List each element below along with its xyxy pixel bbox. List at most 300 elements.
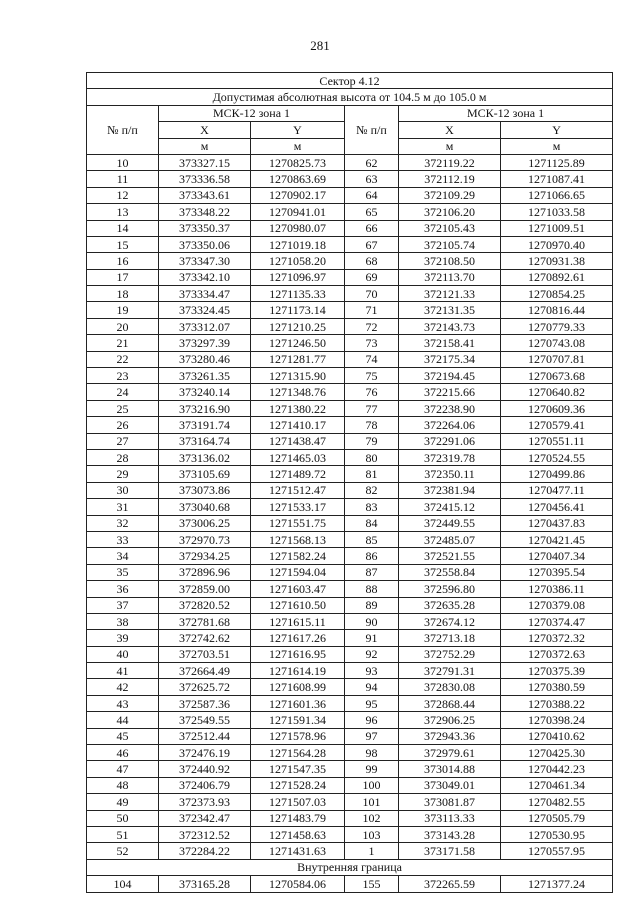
x-coordinate: 373350.06 — [159, 236, 251, 252]
x-coordinate: 372859.00 — [159, 581, 251, 597]
y-coordinate: 1271591.34 — [251, 712, 345, 728]
y-coordinate: 1271564.28 — [251, 745, 345, 761]
point-number: 104 — [87, 876, 159, 892]
x-coordinate: 372674.12 — [399, 613, 501, 629]
point-number: 40 — [87, 646, 159, 662]
y-coordinate: 1271410.17 — [251, 417, 345, 433]
x-coordinate: 372830.08 — [399, 679, 501, 695]
x-coordinate: 372970.73 — [159, 531, 251, 547]
y-coordinate: 1270825.73 — [251, 154, 345, 170]
point-number: 39 — [87, 630, 159, 646]
y-coordinate: 1270941.01 — [251, 204, 345, 220]
x-coordinate: 373081.87 — [399, 794, 501, 810]
unit-y-right: м — [501, 138, 613, 154]
table-row — [87, 466, 613, 482]
table-row — [87, 433, 613, 449]
table-row — [87, 384, 613, 400]
x-coordinate: 373191.74 — [159, 417, 251, 433]
table-row — [87, 204, 613, 220]
unit-x-right: м — [399, 138, 501, 154]
point-number: 30 — [87, 482, 159, 498]
point-number: 64 — [345, 187, 399, 203]
point-number: 80 — [345, 449, 399, 465]
point-number: 46 — [87, 745, 159, 761]
y-coordinate: 1270707.81 — [501, 351, 613, 367]
y-coordinate: 1271615.11 — [251, 613, 345, 629]
y-coordinate: 1270551.11 — [501, 433, 613, 449]
y-coordinate: 1271582.24 — [251, 548, 345, 564]
point-number: 76 — [345, 384, 399, 400]
table-row — [87, 220, 613, 236]
table-row — [87, 171, 613, 187]
point-number: 22 — [87, 351, 159, 367]
table-row — [87, 843, 613, 859]
point-number: 27 — [87, 433, 159, 449]
x-coordinate: 372119.22 — [399, 154, 501, 170]
x-coordinate: 372319.78 — [399, 449, 501, 465]
x-coordinate: 373327.15 — [159, 154, 251, 170]
point-number: 24 — [87, 384, 159, 400]
x-coordinate: 373171.58 — [399, 843, 501, 859]
y-coordinate: 1271173.14 — [251, 302, 345, 318]
y-coordinate: 1270854.25 — [501, 286, 613, 302]
table-row — [87, 400, 613, 416]
y-coordinate: 1270374.47 — [501, 613, 613, 629]
point-number: 93 — [345, 663, 399, 679]
y-coordinate: 1271594.04 — [251, 564, 345, 580]
y-coordinate: 1270640.82 — [501, 384, 613, 400]
x-coordinate: 372558.84 — [399, 564, 501, 580]
point-number: 63 — [345, 171, 399, 187]
point-number: 155 — [345, 876, 399, 892]
y-coordinate: 1270816.44 — [501, 302, 613, 318]
y-coordinate: 1270673.68 — [501, 368, 613, 384]
x-coordinate: 372781.68 — [159, 613, 251, 629]
x-coordinate: 373073.86 — [159, 482, 251, 498]
point-number: 86 — [345, 548, 399, 564]
point-number: 51 — [87, 826, 159, 842]
x-coordinate: 372131.35 — [399, 302, 501, 318]
x-coordinate: 372596.80 — [399, 581, 501, 597]
x-coordinate: 373348.22 — [159, 204, 251, 220]
y-coordinate: 1271512.47 — [251, 482, 345, 498]
x-coordinate: 373164.74 — [159, 433, 251, 449]
y-coordinate: 1270743.08 — [501, 335, 613, 351]
x-coordinate: 373336.58 — [159, 171, 251, 187]
point-number: 29 — [87, 466, 159, 482]
x-coordinate: 372264.06 — [399, 417, 501, 433]
y-coordinate: 1271465.03 — [251, 449, 345, 465]
x-header-right: X — [399, 122, 501, 138]
point-number: 19 — [87, 302, 159, 318]
point-number: 102 — [345, 810, 399, 826]
x-coordinate: 372121.33 — [399, 286, 501, 302]
y-coordinate: 1270372.63 — [501, 646, 613, 662]
y-coordinate: 1270931.38 — [501, 253, 613, 269]
x-coordinate: 372106.20 — [399, 204, 501, 220]
x-coordinate: 372625.72 — [159, 679, 251, 695]
y-coordinate: 1270388.22 — [501, 695, 613, 711]
point-number: 47 — [87, 761, 159, 777]
y-coordinate: 1271489.72 — [251, 466, 345, 482]
point-number: 77 — [345, 400, 399, 416]
x-coordinate: 372440.92 — [159, 761, 251, 777]
point-number: 48 — [87, 777, 159, 793]
point-number: 49 — [87, 794, 159, 810]
x-coordinate: 372752.29 — [399, 646, 501, 662]
x-coordinate: 372635.28 — [399, 597, 501, 613]
table-row — [87, 826, 613, 842]
point-number: 41 — [87, 663, 159, 679]
y-coordinate: 1271533.17 — [251, 499, 345, 515]
x-coordinate: 372664.49 — [159, 663, 251, 679]
point-number: 11 — [87, 171, 159, 187]
x-coordinate: 372108.50 — [399, 253, 501, 269]
y-coordinate: 1270524.55 — [501, 449, 613, 465]
x-coordinate: 373280.46 — [159, 351, 251, 367]
x-coordinate: 373105.69 — [159, 466, 251, 482]
x-coordinate: 372415.12 — [399, 499, 501, 515]
table-row — [87, 794, 613, 810]
point-number: 10 — [87, 154, 159, 170]
table-row — [87, 368, 613, 384]
y-coordinate: 1270398.24 — [501, 712, 613, 728]
point-number: 98 — [345, 745, 399, 761]
y-coordinate: 1271438.47 — [251, 433, 345, 449]
y-coordinate: 1270425.30 — [501, 745, 613, 761]
x-coordinate: 373347.30 — [159, 253, 251, 269]
coordinate-rows — [87, 154, 613, 859]
x-coordinate: 373297.39 — [159, 335, 251, 351]
point-number: 79 — [345, 433, 399, 449]
x-coordinate: 373165.28 — [159, 876, 251, 892]
y-coordinate: 1271058.20 — [251, 253, 345, 269]
table-row — [87, 499, 613, 515]
point-number: 43 — [87, 695, 159, 711]
y-coordinate: 1270372.32 — [501, 630, 613, 646]
point-number: 74 — [345, 351, 399, 367]
y-coordinate: 1270609.36 — [501, 400, 613, 416]
y-coordinate: 1271087.41 — [501, 171, 613, 187]
table-row — [87, 351, 613, 367]
x-coordinate: 373324.45 — [159, 302, 251, 318]
table-row — [87, 810, 613, 826]
table-row — [87, 728, 613, 744]
table-row — [87, 302, 613, 318]
x-coordinate: 372105.74 — [399, 236, 501, 252]
x-coordinate: 372291.06 — [399, 433, 501, 449]
table-row — [87, 286, 613, 302]
x-coordinate: 372521.55 — [399, 548, 501, 564]
y-coordinate: 1271547.35 — [251, 761, 345, 777]
y-coordinate: 1271614.19 — [251, 663, 345, 679]
point-number: 83 — [345, 499, 399, 515]
x-coordinate: 372265.59 — [399, 876, 501, 892]
y-coordinate: 1270482.55 — [501, 794, 613, 810]
x-coordinate: 372312.52 — [159, 826, 251, 842]
table-row — [87, 417, 613, 433]
x-coordinate: 372713.18 — [399, 630, 501, 646]
y-coordinate: 1270980.07 — [251, 220, 345, 236]
y-coordinate: 1271210.25 — [251, 318, 345, 334]
point-number: 65 — [345, 204, 399, 220]
x-coordinate: 372934.25 — [159, 548, 251, 564]
inner-boundary-label: Внутренняя граница — [87, 859, 613, 875]
point-number: 73 — [345, 335, 399, 351]
x-coordinate: 373136.02 — [159, 449, 251, 465]
table-row — [87, 581, 613, 597]
y-coordinate: 1271431.63 — [251, 843, 345, 859]
x-coordinate: 372791.31 — [399, 663, 501, 679]
column-number-header: № п/п — [87, 105, 159, 154]
point-number: 100 — [345, 777, 399, 793]
point-number: 92 — [345, 646, 399, 662]
y-coordinate: 1270902.17 — [251, 187, 345, 203]
y-coordinate: 1270584.06 — [251, 876, 345, 892]
x-coordinate: 372868.44 — [399, 695, 501, 711]
y-coordinate: 1270375.39 — [501, 663, 613, 679]
x-coordinate: 373113.33 — [399, 810, 501, 826]
y-coordinate: 1270499.86 — [501, 466, 613, 482]
table-row — [87, 531, 613, 547]
y-coordinate: 1271578.96 — [251, 728, 345, 744]
x-coordinate: 373216.90 — [159, 400, 251, 416]
point-number: 38 — [87, 613, 159, 629]
y-coordinate: 1270380.59 — [501, 679, 613, 695]
column-number-header-right: № п/п — [345, 105, 399, 154]
y-coordinate: 1271315.90 — [251, 368, 345, 384]
point-number: 62 — [345, 154, 399, 170]
y-header-left: Y — [251, 122, 345, 138]
table-row — [87, 236, 613, 252]
y-coordinate: 1271246.50 — [251, 335, 345, 351]
x-coordinate: 372906.25 — [399, 712, 501, 728]
x-coordinate: 372406.79 — [159, 777, 251, 793]
x-coordinate: 372373.93 — [159, 794, 251, 810]
point-number: 66 — [345, 220, 399, 236]
x-coordinate: 372113.70 — [399, 269, 501, 285]
x-coordinate: 372703.51 — [159, 646, 251, 662]
y-coordinate: 1271033.58 — [501, 204, 613, 220]
y-coordinate: 1271348.76 — [251, 384, 345, 400]
point-number: 12 — [87, 187, 159, 203]
point-number: 15 — [87, 236, 159, 252]
point-number: 50 — [87, 810, 159, 826]
point-number: 85 — [345, 531, 399, 547]
x-coordinate: 373014.88 — [399, 761, 501, 777]
x-coordinate: 372143.73 — [399, 318, 501, 334]
x-coordinate: 373040.68 — [159, 499, 251, 515]
inner-boundary-rows — [87, 876, 613, 892]
point-number: 44 — [87, 712, 159, 728]
x-coordinate: 372449.55 — [399, 515, 501, 531]
y-coordinate: 1271380.22 — [251, 400, 345, 416]
point-number: 26 — [87, 417, 159, 433]
y-coordinate: 1270386.11 — [501, 581, 613, 597]
point-number: 90 — [345, 613, 399, 629]
y-coordinate: 1270579.41 — [501, 417, 613, 433]
x-coordinate: 372896.96 — [159, 564, 251, 580]
table-row — [87, 548, 613, 564]
y-coordinate: 1271617.26 — [251, 630, 345, 646]
x-coordinate: 373240.14 — [159, 384, 251, 400]
x-coordinate: 373261.35 — [159, 368, 251, 384]
point-number: 78 — [345, 417, 399, 433]
point-number: 101 — [345, 794, 399, 810]
point-number: 82 — [345, 482, 399, 498]
y-coordinate: 1270410.62 — [501, 728, 613, 744]
x-coordinate: 372342.47 — [159, 810, 251, 826]
table-row — [87, 679, 613, 695]
y-coordinate: 1270379.08 — [501, 597, 613, 613]
y-coordinate: 1270863.69 — [251, 171, 345, 187]
x-coordinate: 373143.28 — [399, 826, 501, 842]
x-coordinate: 373350.37 — [159, 220, 251, 236]
table-row — [87, 630, 613, 646]
point-number: 75 — [345, 368, 399, 384]
point-number: 17 — [87, 269, 159, 285]
y-coordinate: 1270461.34 — [501, 777, 613, 793]
y-coordinate: 1270442.23 — [501, 761, 613, 777]
y-coordinate: 1271528.24 — [251, 777, 345, 793]
point-number: 96 — [345, 712, 399, 728]
table-row — [87, 335, 613, 351]
x-coordinate: 373342.10 — [159, 269, 251, 285]
point-number: 33 — [87, 531, 159, 547]
x-coordinate: 372194.45 — [399, 368, 501, 384]
unit-y-left: м — [251, 138, 345, 154]
y-coordinate: 1270779.33 — [501, 318, 613, 334]
point-number: 70 — [345, 286, 399, 302]
y-coordinate: 1270395.54 — [501, 564, 613, 580]
x-coordinate: 372381.94 — [399, 482, 501, 498]
point-number: 97 — [345, 728, 399, 744]
point-number: 72 — [345, 318, 399, 334]
y-coordinate: 1271551.75 — [251, 515, 345, 531]
point-number: 71 — [345, 302, 399, 318]
table-row — [87, 613, 613, 629]
x-coordinate: 372485.07 — [399, 531, 501, 547]
y-coordinate: 1271601.36 — [251, 695, 345, 711]
point-number: 69 — [345, 269, 399, 285]
table-row — [87, 564, 613, 580]
y-coordinate: 1270421.45 — [501, 531, 613, 547]
point-number: 14 — [87, 220, 159, 236]
point-number: 35 — [87, 564, 159, 580]
table-row — [87, 154, 613, 170]
y-coordinate: 1271608.99 — [251, 679, 345, 695]
y-coordinate: 1271066.65 — [501, 187, 613, 203]
x-coordinate: 372284.22 — [159, 843, 251, 859]
y-coordinate: 1270970.40 — [501, 236, 613, 252]
point-number: 89 — [345, 597, 399, 613]
table-row — [87, 269, 613, 285]
x-header-left: X — [159, 122, 251, 138]
x-coordinate: 373006.25 — [159, 515, 251, 531]
y-coordinate: 1271019.18 — [251, 236, 345, 252]
point-number: 31 — [87, 499, 159, 515]
point-number: 88 — [345, 581, 399, 597]
unit-x-left: м — [159, 138, 251, 154]
x-coordinate: 372238.90 — [399, 400, 501, 416]
point-number: 36 — [87, 581, 159, 597]
point-number: 21 — [87, 335, 159, 351]
point-number: 18 — [87, 286, 159, 302]
y-coordinate: 1271125.89 — [501, 154, 613, 170]
y-coordinate: 1271616.95 — [251, 646, 345, 662]
point-number: 87 — [345, 564, 399, 580]
y-coordinate: 1270407.34 — [501, 548, 613, 564]
x-coordinate: 372476.19 — [159, 745, 251, 761]
y-coordinate: 1271096.97 — [251, 269, 345, 285]
y-coordinate: 1271135.33 — [251, 286, 345, 302]
table-row — [87, 187, 613, 203]
y-coordinate: 1271458.63 — [251, 826, 345, 842]
y-coordinate: 1270557.95 — [501, 843, 613, 859]
y-coordinate: 1271568.13 — [251, 531, 345, 547]
point-number: 34 — [87, 548, 159, 564]
point-number: 16 — [87, 253, 159, 269]
coordinates-table — [86, 72, 613, 893]
x-coordinate: 372587.36 — [159, 695, 251, 711]
sector-title: Сектор 4.12 — [87, 73, 613, 89]
point-number: 42 — [87, 679, 159, 695]
table-row — [87, 253, 613, 269]
y-coordinate: 1270456.41 — [501, 499, 613, 515]
table-row — [87, 318, 613, 334]
y-coordinate: 1271377.24 — [501, 876, 613, 892]
point-number: 94 — [345, 679, 399, 695]
point-number: 52 — [87, 843, 159, 859]
y-coordinate: 1270530.95 — [501, 826, 613, 842]
table-row — [87, 515, 613, 531]
table-row — [87, 712, 613, 728]
point-number: 25 — [87, 400, 159, 416]
x-coordinate: 372215.66 — [399, 384, 501, 400]
x-coordinate: 372820.52 — [159, 597, 251, 613]
y-coordinate: 1271483.79 — [251, 810, 345, 826]
table-row — [87, 695, 613, 711]
x-coordinate: 372112.19 — [399, 171, 501, 187]
point-number: 81 — [345, 466, 399, 482]
point-number: 45 — [87, 728, 159, 744]
table-row — [87, 745, 613, 761]
point-number: 67 — [345, 236, 399, 252]
x-coordinate: 372943.36 — [399, 728, 501, 744]
table-row — [87, 449, 613, 465]
table-row — [87, 777, 613, 793]
point-number: 91 — [345, 630, 399, 646]
y-coordinate: 1270437.83 — [501, 515, 613, 531]
y-coordinate: 1271009.51 — [501, 220, 613, 236]
x-coordinate: 372105.43 — [399, 220, 501, 236]
height-note: Допустимая абсолютная высота от 104.5 м до 105.0 м — [87, 89, 613, 105]
table-row — [87, 663, 613, 679]
point-number: 23 — [87, 368, 159, 384]
y-coordinate: 1270505.79 — [501, 810, 613, 826]
point-number: 13 — [87, 204, 159, 220]
x-coordinate: 372109.29 — [399, 187, 501, 203]
point-number: 32 — [87, 515, 159, 531]
point-number: 37 — [87, 597, 159, 613]
point-number: 68 — [345, 253, 399, 269]
x-coordinate: 372158.41 — [399, 335, 501, 351]
table-row — [87, 646, 613, 662]
table-row — [87, 876, 613, 892]
point-number: 84 — [345, 515, 399, 531]
crs-header-left: МСК-12 зона 1 — [159, 105, 345, 121]
y-coordinate: 1271507.03 — [251, 794, 345, 810]
